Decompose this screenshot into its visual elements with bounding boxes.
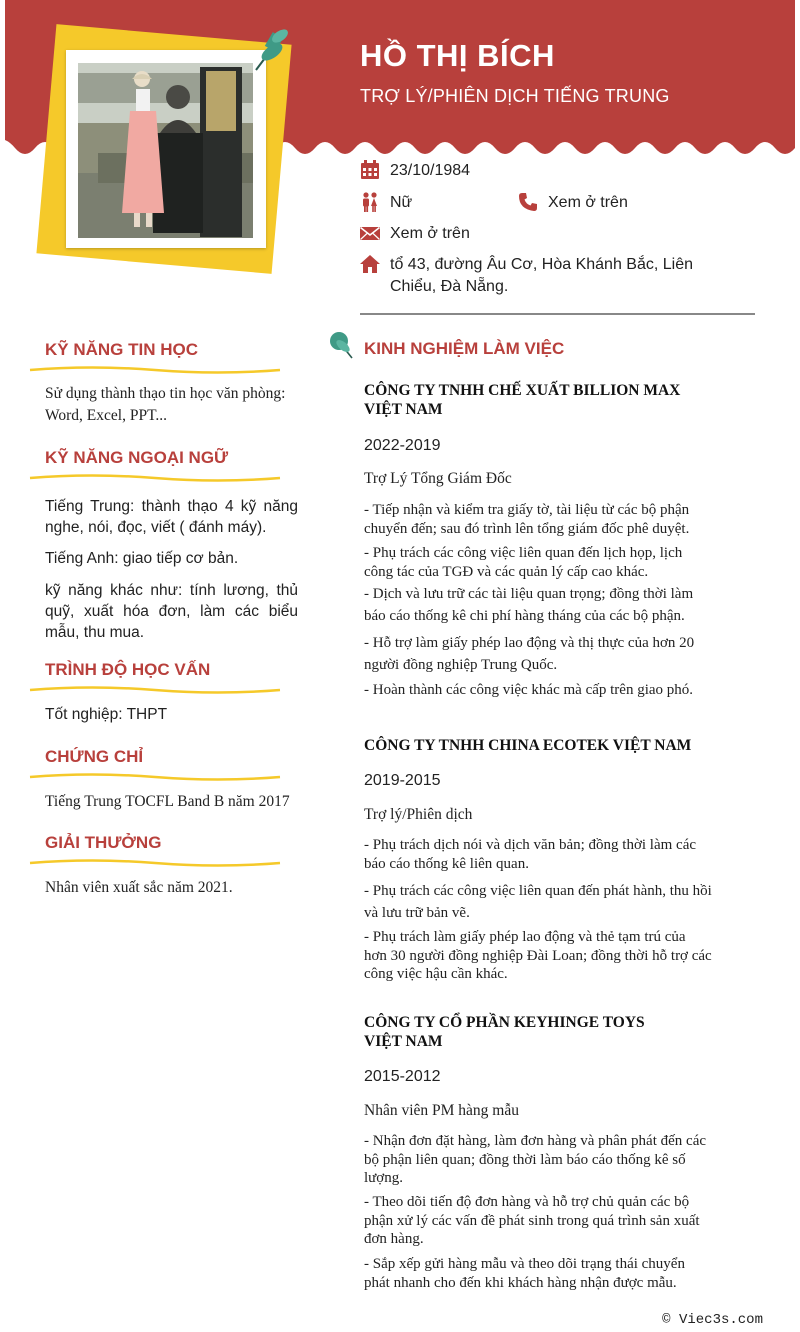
copyright-footer: © Viec3s.com (662, 1312, 763, 1328)
job-duty (364, 1193, 739, 1249)
job-role: Nhân viên PM hàng mẫu (364, 1102, 519, 1119)
company-name (364, 1013, 645, 1051)
job-period: 2015-2012 (364, 1068, 441, 1085)
email-row (360, 223, 470, 245)
section-underline (28, 364, 282, 376)
section-underline (28, 684, 282, 696)
certificates-text: Tiếng Trung TOCFL Band B năm 2017 (45, 793, 290, 810)
duty-line: - Theo dõi tiến độ đơn hàng và hỗ trợ chủ quản các bộ (364, 1194, 690, 1210)
gender-value: Nữ (390, 194, 413, 211)
company-line: VIỆT NAM (364, 401, 443, 418)
duty-line: báo cáo thống kê chi phí hàng tháng của các bộ phận. (364, 608, 685, 624)
company-line: VIỆT NAM (364, 1033, 443, 1050)
duty-line: - Phụ trách các công việc liên quan đến lịch họp, lịch (364, 545, 683, 561)
language-line: nghe, nói, đọc, viết ( đánh máy). (45, 519, 267, 536)
awards-title: GIẢI THƯỞNG (45, 833, 162, 852)
job-duty (364, 544, 739, 581)
company-line: CÔNG TY CỔ PHẦN KEYHINGE TOYS (364, 1014, 645, 1031)
candidate-name: HỒ THỊ BÍCH (360, 38, 555, 73)
language-english: Tiếng Anh: giao tiếp cơ bản. (45, 550, 239, 567)
language-skills-title: KỸ NĂNG NGOẠI NGỮ (45, 448, 229, 467)
job-role: Trợ Lý Tổng Giám Đốc (364, 470, 512, 487)
job-duty (364, 880, 739, 924)
pin-icon (328, 330, 356, 360)
mail-icon (360, 223, 380, 243)
header-divider (360, 313, 755, 315)
language-chinese (45, 496, 298, 538)
profile-photo (78, 63, 253, 238)
it-skills-title: KỸ NĂNG TIN HỌC (45, 340, 198, 359)
duty-line: phát nhanh cho đến khi khách hàng nhận được mẫu. (364, 1274, 677, 1291)
company-name: CÔNG TY TNHH CHINA ECOTEK VIỆT NAM (364, 737, 692, 754)
job-title: TRỢ LÝ/PHIÊN DỊCH TIẾNG TRUNG (360, 86, 670, 106)
duty-line: - Sắp xếp gửi hàng mẫu và theo dõi trạng thái chuyển (364, 1256, 685, 1272)
duty-line: - Phụ trách làm giấy phép lao động và thẻ tạm trú của (364, 929, 686, 945)
section-underline (28, 771, 282, 783)
job-period: 2022-2019 (364, 437, 441, 454)
duty-line: - Nhận đơn đặt hàng, làm đơn hàng và phân phát đến các (364, 1133, 707, 1149)
other-skills (45, 580, 298, 643)
duty-line: đơn hàng. (364, 1231, 424, 1247)
duty-line: chuyển đến; sau đó trình lên tổng giám đốc phê duyệt. (364, 520, 690, 537)
address-row (360, 254, 720, 298)
duty-line: - Dịch và lưu trữ các tài liệu quan trọng; đồng thời làm (364, 586, 694, 602)
duty-line: công tác của TGĐ và các quản lý cấp cao khác. (364, 563, 649, 580)
address-value (390, 254, 693, 298)
it-skills-line: Word, Excel, PPT... (45, 407, 168, 424)
duty-line: - Phụ trách dịch nói và dịch văn bản; đồng thời làm các (364, 837, 697, 853)
company-name (364, 381, 680, 419)
job-duty (364, 583, 739, 627)
phone-icon (518, 192, 538, 212)
duty-line: bộ phận liên quan; đồng thời làm báo cáo thống kê số (364, 1151, 686, 1168)
certificates-title: CHỨNG CHỈ (45, 747, 144, 766)
duty-line: hơn 30 người đồng nghiệp Đài Loan; đồng thời hỗ trợ các (364, 947, 712, 964)
dob-value: 23/10/1984 (390, 162, 471, 179)
duty-line: - Tiếp nhận và kiểm tra giấy tờ, tài liệu từ các bộ phận (364, 502, 690, 518)
other-skills-line: kỹ năng khác như: tính lương, thủ (45, 582, 298, 599)
job-duty (364, 501, 739, 538)
job-duty (364, 1255, 739, 1292)
home-icon (360, 254, 380, 274)
email-value: Xem ở trên (390, 225, 470, 242)
job-duty (364, 632, 739, 676)
experience-title: KINH NGHIỆM LÀM VIỆC (364, 339, 565, 358)
dob-row (360, 160, 470, 182)
education-title: TRÌNH ĐỘ HỌC VẤN (45, 660, 211, 679)
job-duty (364, 1132, 739, 1188)
pin-icon (248, 26, 290, 74)
duty-line: phận xử lý các vấn đề phát sinh trong quá trình sản xuất (364, 1212, 700, 1229)
it-skills-text (45, 383, 285, 427)
duty-line: báo cáo thống kê liên quan. (364, 855, 529, 872)
duty-line: công việc hậu cần khác. (364, 966, 508, 982)
address-line-2: Chiểu, Đà Nẵng. (390, 278, 509, 295)
duty-line: người đồng nghiệp Trung Quốc. (364, 657, 558, 673)
other-skills-line: mẫu, thu mua. (45, 624, 145, 641)
calendar-icon (360, 160, 380, 180)
job-duty (364, 836, 739, 873)
company-line: CÔNG TY TNHH CHẾ XUẤT BILLION MAX (364, 382, 681, 399)
duty-line: lượng. (364, 1170, 403, 1186)
gender-icon (360, 192, 380, 212)
language-line: Tiếng Trung: thành thạo 4 kỹ năng (45, 498, 298, 515)
address-line-1: tổ 43, đường Âu Cơ, Hòa Khánh Bắc, Liên (390, 256, 693, 273)
job-duty: - Hoàn thành các công việc khác mà cấp trên giao phó. (364, 682, 694, 698)
job-period: 2019-2015 (364, 772, 441, 789)
job-role: Trợ lý/Phiên dịch (364, 806, 473, 823)
other-skills-line: quỹ, xuất hóa đơn, làm các biểu (45, 603, 298, 620)
it-skills-line: Sử dụng thành thạo tin học văn phòng: (45, 385, 286, 402)
section-underline (28, 472, 282, 484)
duty-line: - Phụ trách các công việc liên quan đến phát hành, thu hồi (364, 883, 712, 899)
phone-row (518, 192, 628, 214)
education-text: Tốt nghiệp: THPT (45, 706, 168, 723)
gender-row (360, 192, 412, 214)
duty-line: và lưu trữ bản vẽ. (364, 905, 470, 921)
job-duty (364, 928, 739, 984)
duty-line: - Hỗ trợ làm giấy phép lao động và thị thực của hơn 20 (364, 635, 695, 651)
awards-text: Nhân viên xuất sắc năm 2021. (45, 879, 233, 896)
phone-value: Xem ở trên (548, 194, 628, 211)
section-underline (28, 857, 282, 869)
